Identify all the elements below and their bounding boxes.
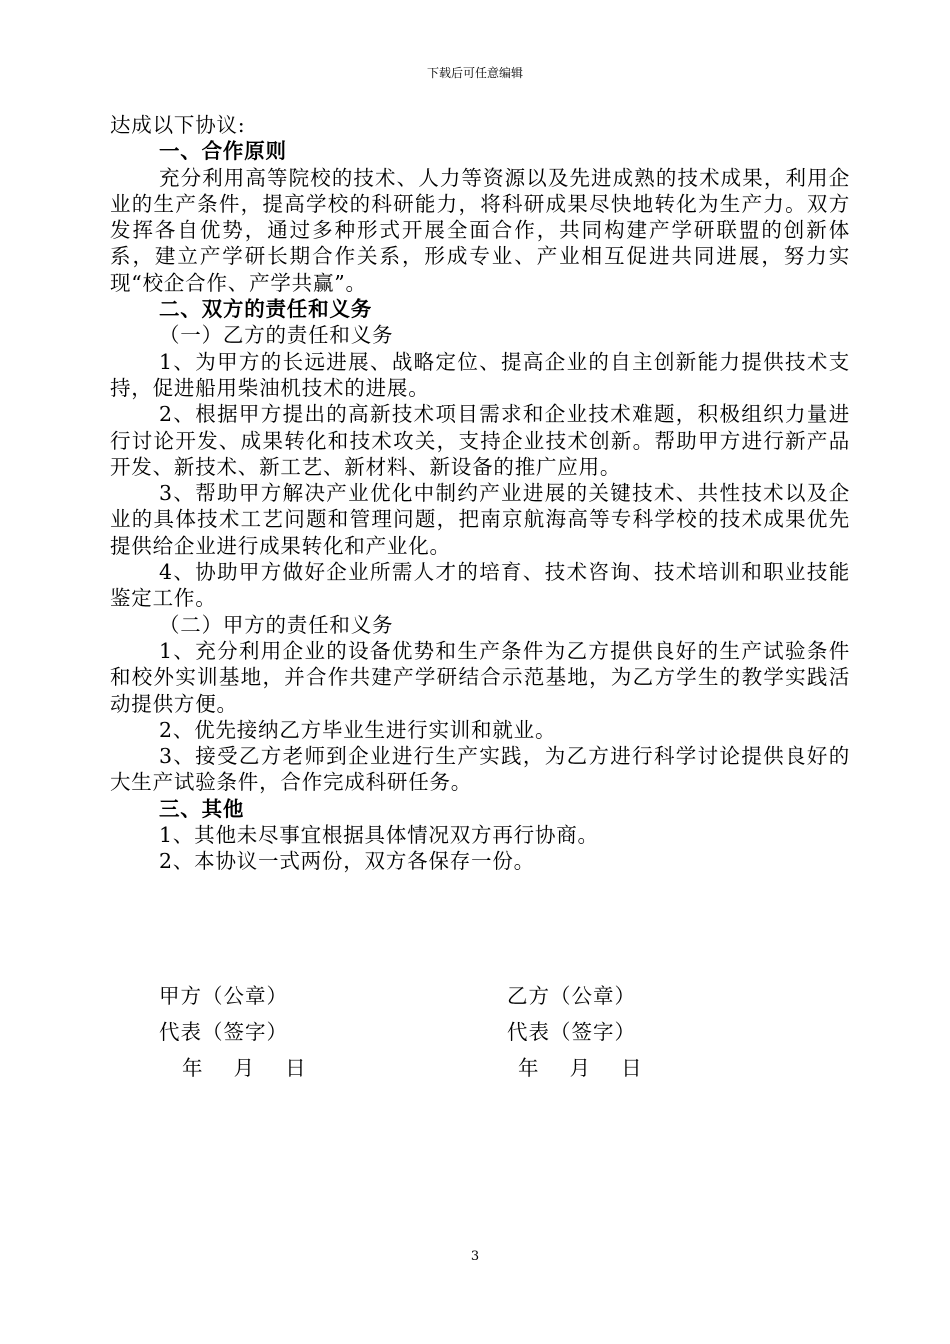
subheading-party-a: （二）甲方的责任和义务	[159, 612, 394, 637]
party-b-item-1: 1、为甲方的长远进展、战略定位、提高企业的自主创新能力提供技术支持，促进船用柴油机技术的进展。	[110, 349, 850, 400]
page-header: 下载后可任意编辑	[426, 66, 523, 80]
party-b-rep-label: 代表（签字）	[507, 1020, 636, 1044]
party-a-date-label: 年 月 日	[182, 1056, 307, 1080]
party-a-item-3: 3、接受乙方老师到企业进行生产实践，为乙方进行科学讨论提供良好的大生产试验条件，合作完成科研任务。	[110, 744, 850, 795]
party-b-date-label: 年 月 日	[518, 1056, 643, 1080]
agreement-body	[110, 112, 850, 875]
party-b-seal-label: 乙方（公章）	[507, 984, 636, 1008]
section-heading-other: 三、其他	[159, 796, 245, 821]
other-item-1: 1、其他未尽事宜根据具体情况双方再行协商。	[159, 823, 599, 848]
party-a-rep-label: 代表（签字）	[159, 1020, 288, 1044]
party-a-seal-label: 甲方（公章）	[159, 984, 288, 1008]
intro-line: 达成以下协议:	[110, 113, 246, 137]
subheading-party-b: （一）乙方的责任和义务	[159, 323, 394, 348]
party-a-item-1: 1、充分利用企业的设备优势和生产条件为乙方提供良好的生产试验条件和校外实训基地，并合作共建产学研结合示范基地，为乙方学生的教学实践活动提供方便。	[110, 638, 850, 716]
page-number: 3	[470, 1249, 480, 1264]
section-heading-responsibilities: 二、双方的责任和义务	[159, 297, 372, 322]
party-b-item-3: 3、帮助甲方解决产业优化中制约产业进展的关键技术、共性技术以及企业的具体技术工艺问题和管理问题，把南京航海高等专科学校的技术成果优先提供给企业进行成果转化和产业化。	[110, 481, 850, 558]
principles-paragraph: 充分利用高等院校的技术、人力等资源以及先进成熟的技术成果，利用企业的生产条件，提高学校的科研能力，将科研成果尽快地转化为生产力。双方发挥各自优势，通过多种形式开展全面合作，共同构建产学研联盟的创新体系，建立产学研长期合作关系，形成专业、产业相互促进共同进展，努力实现“校企合作、产学共赢”。	[110, 165, 850, 295]
section-heading-principles: 一、合作原则	[159, 139, 287, 164]
other-item-2: 2、本协议一式两份，双方各保存一份。	[159, 849, 535, 874]
party-a-item-2: 2、优先接纳乙方毕业生进行实训和就业。	[159, 717, 557, 742]
party-b-item-4: 4、协助甲方做好企业所需人才的培育、技术咨询、技术培训和职业技能鉴定工作。	[110, 560, 850, 611]
party-b-item-2: 2、根据甲方提出的高新技术项目需求和企业技术难题，积极组织力量进行讨论开发、成果转化和技术攻关，支持企业技术创新。帮助甲方进行新产品开发、新技术、新工艺、新材料、新设备的推广应用。	[110, 402, 850, 479]
